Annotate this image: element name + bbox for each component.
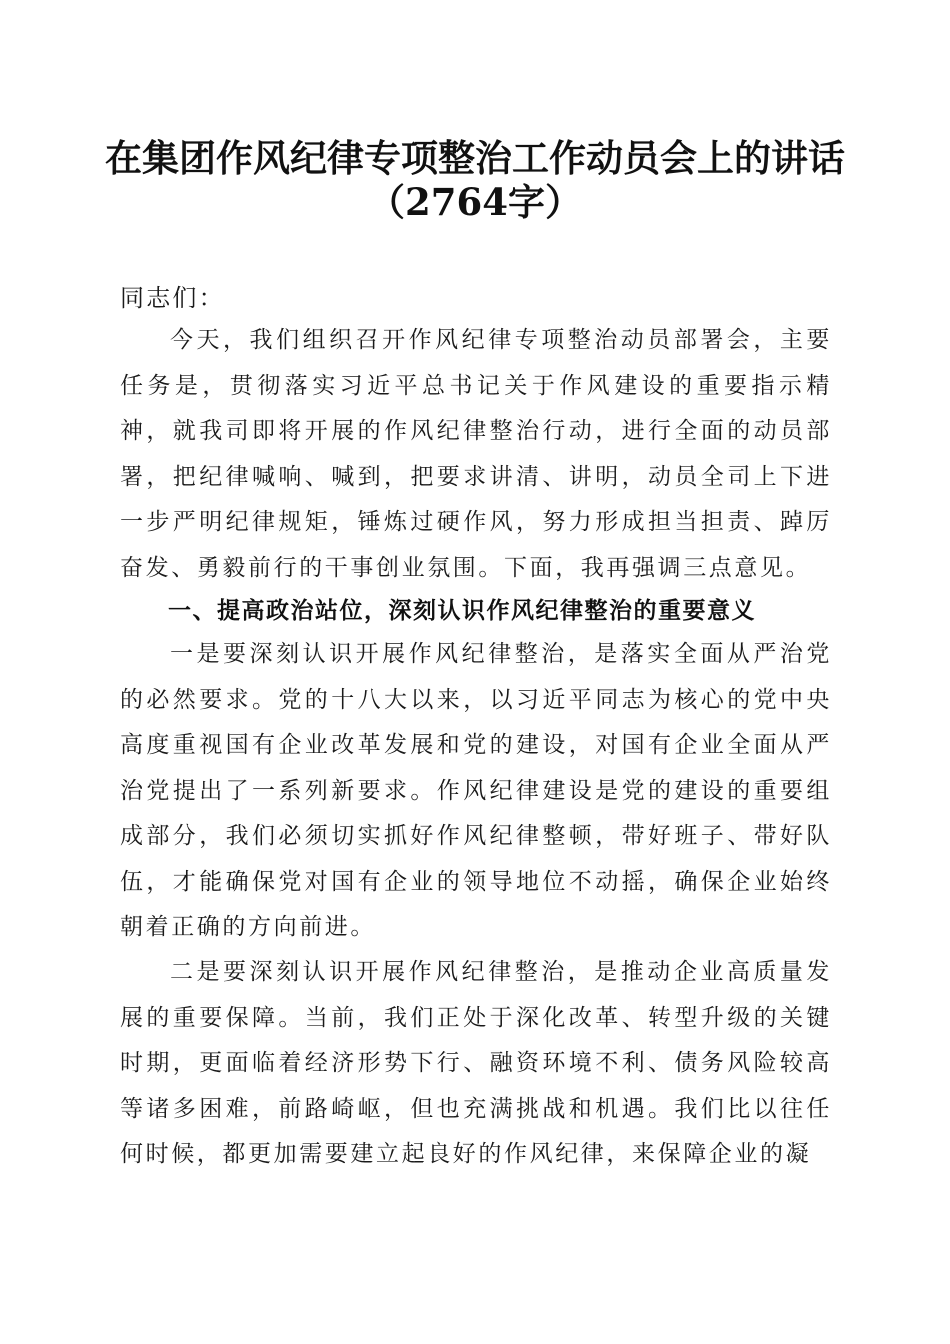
point-2-paragraph xyxy=(120,950,832,1178)
salutation: 同志们： xyxy=(120,284,225,312)
point-2-lead: 二是要深刻认识开展作风纪律整治，是推动企业高质量发展的重要保障。 xyxy=(120,959,832,1031)
intro-paragraph: 今天，我们组织召开作风纪律专项整治动员部署会，主要任务是，贯彻落实习近平总书记关于作风建设的重要指示精神，就我司即将开展的作风纪律整治行动，进行全面的动员部署，把纪律喊响、喊到，把要求讲清、讲明，动员全司上下进一步严明纪律规矩，锤炼过硬作风，努力形成担当担责、踔厉奋发、勇毅前行的干事创业氛围。下面，我再强调三点意见。 xyxy=(120,327,832,581)
point-1-paragraph xyxy=(120,632,832,951)
point-1-lead: 一是要深刻认识开展作风纪律整治，是落实全面从严治党的必然要求。 xyxy=(120,641,832,713)
document-title: 在集团作风纪律专项整治工作动员会上的讲话 xyxy=(105,136,845,180)
section-heading-1: 一、提高政治站位，深刻认识作风纪律整治的重要意义 xyxy=(168,598,756,624)
document-word-count: （2764字） xyxy=(368,180,582,224)
point-2-body: 当前，我们正处于深化改革、转型升级的关键时期，更面临着经济形势下行、融资环境不利、债务风险较高等诸多困难，前路崎岖，但也充满挑战和机遇。我们比以往任何时候，都更加需要建立起良好的作风纪律，来保障企业的凝 xyxy=(120,1004,833,1167)
point-1-body: 党的十八大以来，以习近平同志为核心的党中央高度重视国有企业改革发展和党的建设，对国有企业全面从严治党提出了一系列新要求。作风纪律建设是党的建设的重要组成部分，我们必须切实抓好作风纪律整顿，带好班子、带好队伍，才能确保党对国有企业的领导地位不动摇，确保企业始终朝着正确的方向前进。 xyxy=(120,686,832,940)
